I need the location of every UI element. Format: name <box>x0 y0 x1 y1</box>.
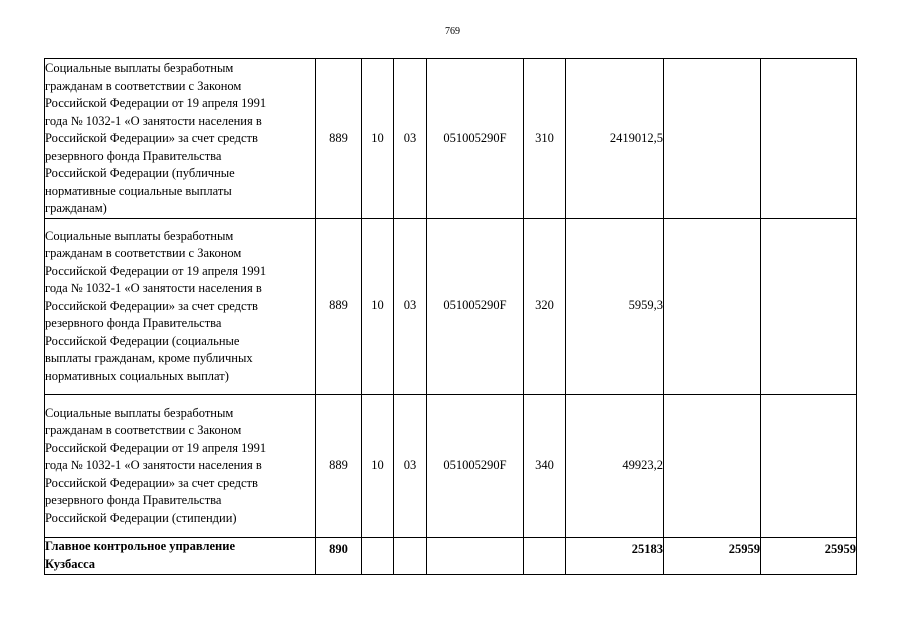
row-amount-1: 5959,3 <box>566 218 664 394</box>
row-code: 889 <box>316 394 362 537</box>
table-row <box>45 394 857 537</box>
row-expense-type: 310 <box>524 59 566 219</box>
row-amount-2 <box>664 394 761 537</box>
page-number: 769 <box>445 26 460 37</box>
row-subsection: 03 <box>394 394 427 537</box>
row-expense-type: 320 <box>524 218 566 394</box>
row-amount-2 <box>664 218 761 394</box>
row-subsection <box>394 537 427 574</box>
row-amount-3 <box>761 218 857 394</box>
row-amount-1: 49923,2 <box>566 394 664 537</box>
row-description: Главное контрольное управление Кузбасса <box>45 537 316 574</box>
row-expense-type: 340 <box>524 394 566 537</box>
row-code: 889 <box>316 59 362 219</box>
row-subsection: 03 <box>394 59 427 219</box>
row-description: Социальные выплаты безработным гражданам в соответствии с Законом Российской Федерации от 19 апреля 1991 года № 1032-1 «О занятости населения в Российской Федерации» за счет средств резервного фонда Правительства Российской Федерации (публичные нормативные социальные выплаты гражданам) <box>45 59 316 219</box>
row-amount-1: 25183 <box>566 537 664 574</box>
row-target-article: 051005290F <box>427 394 524 537</box>
row-section: 10 <box>362 218 394 394</box>
row-section: 10 <box>362 394 394 537</box>
row-expense-type <box>524 537 566 574</box>
row-section <box>362 537 394 574</box>
row-description: Социальные выплаты безработным гражданам в соответствии с Законом Российской Федерации от 19 апреля 1991 года № 1032-1 «О занятости населения в Российской Федерации» за счет средств резервного фонда Правительства Российской Федерации (стипендии) <box>45 394 316 537</box>
budget-table <box>44 58 857 575</box>
table-row <box>45 59 857 219</box>
row-target-article: 051005290F <box>427 59 524 219</box>
row-description: Социальные выплаты безработным гражданам в соответствии с Законом Российской Федерации от 19 апреля 1991 года № 1032-1 «О занятости населения в Российской Федерации» за счет средств резервного фонда Правительства Российской Федерации (социальные выплаты гражданам, кроме публичных нормативных социальных выплат) <box>45 218 316 394</box>
row-amount-2: 25959 <box>664 537 761 574</box>
table-row <box>45 218 857 394</box>
table-row-total <box>45 537 857 574</box>
row-amount-1: 2419012,5 <box>566 59 664 219</box>
row-amount-3: 25959 <box>761 537 857 574</box>
row-code: 889 <box>316 218 362 394</box>
row-amount-2 <box>664 59 761 219</box>
row-target-article <box>427 537 524 574</box>
row-target-article: 051005290F <box>427 218 524 394</box>
row-amount-3 <box>761 394 857 537</box>
row-subsection: 03 <box>394 218 427 394</box>
row-amount-3 <box>761 59 857 219</box>
row-code: 890 <box>316 537 362 574</box>
row-section: 10 <box>362 59 394 219</box>
